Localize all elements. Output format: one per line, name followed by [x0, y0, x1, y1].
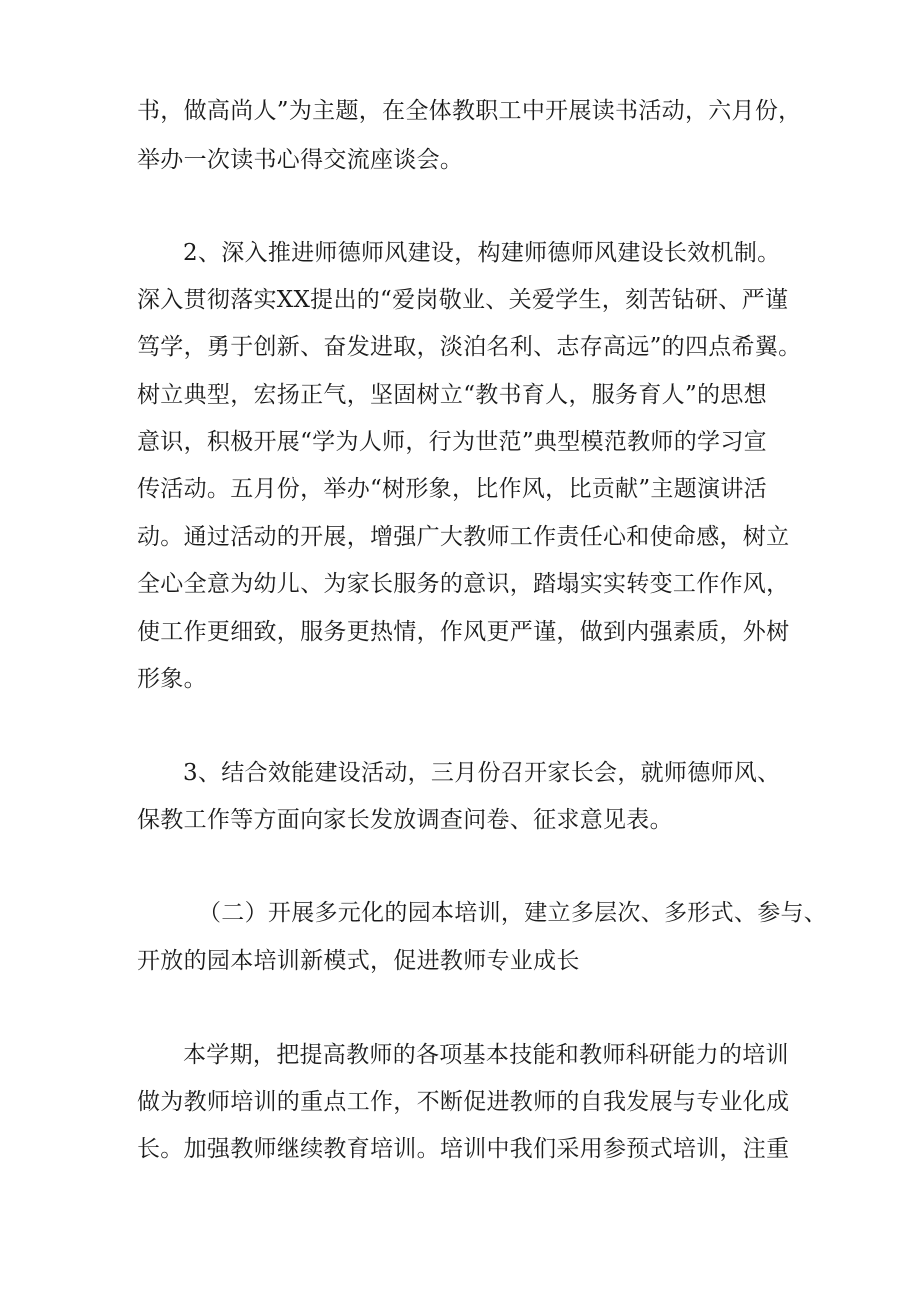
- paragraph-line: 长。加强教师继续教育培训。培训中我们采用参预式培训，注重: [137, 1136, 790, 1162]
- paragraph-line: 本学期，把提高教师的各项基本技能和教师科研能力的培训: [183, 1042, 789, 1068]
- paragraph-line: 动。通过活动的开展，增强广大教师工作责任心和使命感，树立: [137, 524, 790, 550]
- section-heading-line: （二）开展多元化的园本培训，建立多层次、多形式、参与、: [198, 900, 828, 926]
- paragraph-line: 使工作更细致，服务更热情，作风更严谨，做到内强素质，外树: [137, 619, 790, 645]
- paragraph-line: 全心全意为幼儿、为家长服务的意识，踏塌实实转变工作作风，: [137, 571, 790, 597]
- paragraph-line: 3、结合效能建设活动，三月份召开家长会，就师德师风、: [183, 760, 781, 786]
- paragraph-line: 深入贯彻落实XX提出的“爱岗敬业、关爱学生，刻苦钻研、严谨: [137, 287, 789, 313]
- paragraph-line: 做为教师培训的重点工作，不断促进教师的自我发展与专业化成: [137, 1089, 790, 1115]
- paragraph-line: 书，做高尚人”为主题，在全体教职工中开展读书活动，六月份，: [137, 98, 802, 124]
- paragraph-line: 意识，积极开展“学为人师，行为世范”典型模范教师的学习宣: [137, 429, 767, 455]
- paragraph-line: 举办一次读书心得交流座谈会。: [137, 147, 464, 173]
- paragraph-line: 保教工作等方面向家长发放调查问卷、征求意见表。: [137, 807, 673, 833]
- paragraph-line: 传活动。五月份，举办“树形象，比作风，比贡献”主题演讲活: [137, 476, 767, 502]
- paragraph-line: 树立典型，宏扬正气，坚固树立“教书育人，服务育人”的思想: [137, 382, 767, 408]
- section-heading-line: 开放的园本培训新模式，促进教师专业成长: [137, 948, 580, 974]
- paragraph-line: 笃学，勇于创新、奋发进取，淡泊名利、志存高远”的四点希翼。: [137, 334, 802, 360]
- paragraph-line: 形象。: [137, 666, 207, 692]
- paragraph-line: 2、深入推进师德师风建设，构建师德师风建设长效机制。: [183, 240, 781, 266]
